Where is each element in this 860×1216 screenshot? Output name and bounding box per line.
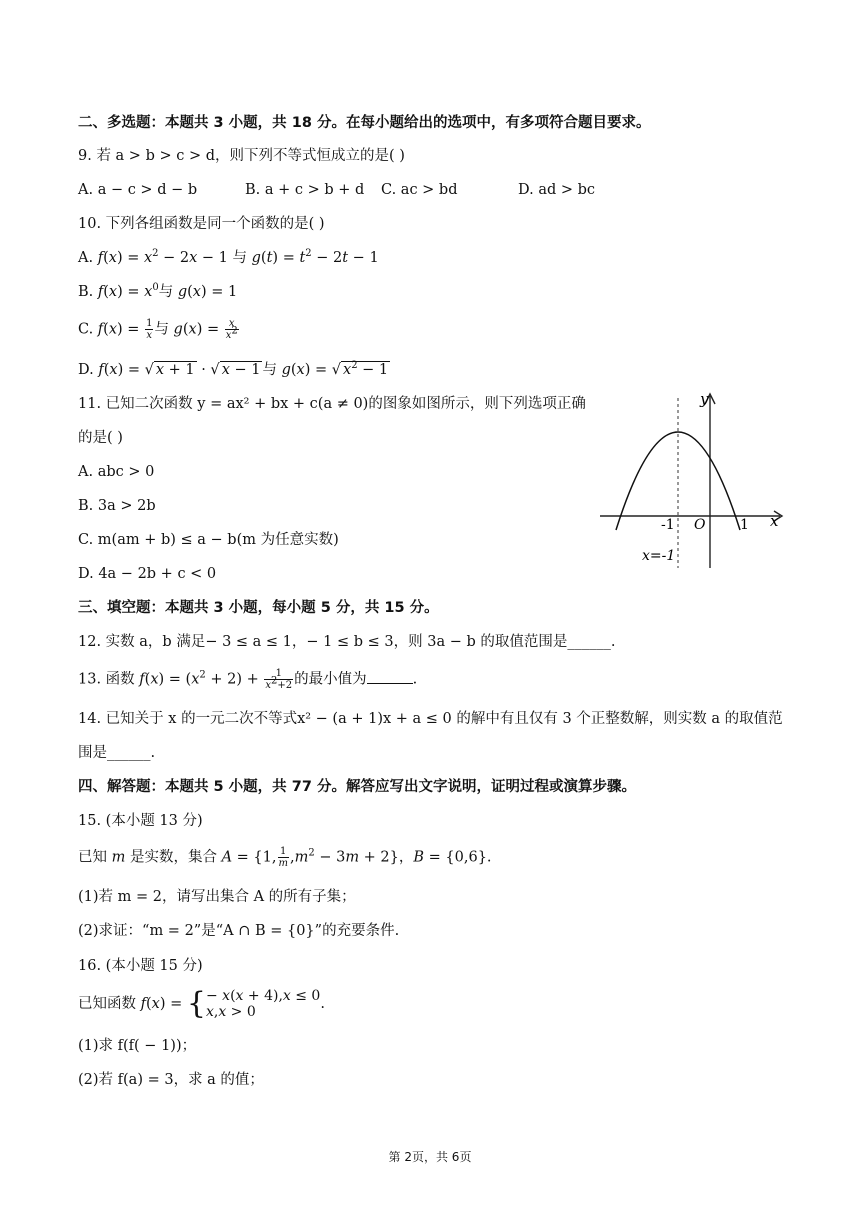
section-heading-fill-in: 三、填空题：本题共 3 小题，每小题 5 分，共 15 分。 [78, 600, 439, 616]
q16-title: 16. (本小题 15 分) [78, 958, 203, 974]
section-heading-multiple-choice: 二、多选题：本题共 3 小题，共 18 分。在每小题给出的选项中，有多项符合题目要求。 [78, 115, 651, 131]
q9-option-d: D. ad > bc [518, 182, 596, 198]
q12-stem: 12. 实数 a，b 满足− 3 ≤ a ≤ 1，− 1 ≤ b ≤ 3，则 3a − b 的取值范围是______. [78, 634, 616, 650]
q11-stem-line1: 11. 已知二次函数 y = ax² + bx + c(a ≠ 0)的图象如图所示，则下列选项正确 [78, 396, 586, 412]
q14-stem-line2: 围是______. [78, 745, 156, 761]
q13-stem: 13. 函数 $f(x) = (x^2 + 2)$ + $\frac{1}{x^2+2}$ 的最小值为 . [78, 668, 418, 691]
section-heading-solutions: 四、解答题：本题共 5 小题，共 77 分。解答应写出文字说明，证明过程或演算步骤。 [78, 779, 636, 795]
q11-option-a: A. abc > 0 [78, 464, 155, 480]
parabola-graph [596, 390, 786, 572]
q10-option-a: A. $f(x) = x^2 - 2x - 1$ 与 $g(t) = t^2 - 2t - 1$ [78, 248, 379, 266]
q10-stem: 10. 下列各组函数是同一个函数的是( ) [78, 216, 325, 232]
q15-part1: (1)若 m = 2，请写出集合 A 的所有子集； [78, 889, 356, 905]
q9-option-c: C. ac > bd [381, 182, 458, 198]
q10-option-b: B. $f(x) = x^0$与 g(x) = 1 [78, 282, 238, 300]
q16-part2: (2)若 f(a) = 3，求 a 的值； [78, 1072, 264, 1088]
q15-stem: 已知 m 是实数，集合 A = {1, $\frac{1}{m}$ $,m^2 - 3m + 2$}，B = {0,6}. [78, 846, 492, 869]
origin-label: O [694, 517, 706, 533]
q11-option-c: C. m(am + b) ≤ a − b(m 为任意实数) [78, 532, 339, 548]
q16-part1: (1)求 f(f( − 1))； [78, 1038, 197, 1054]
x-axis-label: x [770, 512, 779, 530]
y-axis-label: y [700, 390, 709, 408]
q10-option-c: C. f(x) = $\frac{1}{x}$ 与 g(x) = $\frac{x}{x^2}$ [78, 318, 238, 341]
q9-options [78, 180, 778, 200]
q14-stem-line1: 14. 已知关于 x 的一元二次不等式x² − (a + 1)x + a ≤ 0 的解中有且仅有 3 个正整数解，则实数 a 的取值范 [78, 711, 783, 727]
q11-option-d: D. 4a − 2b + c < 0 [78, 566, 217, 582]
q9-option-b: B. a + c > b + d [245, 182, 365, 198]
tick-label-one: 1 [740, 517, 749, 533]
symmetry-axis-label: x=-1 [642, 548, 676, 564]
q15-part2: (2)求证：“m = 2”是“A ∩ B = {0}”的充要条件. [78, 923, 400, 939]
q11-option-b: B. 3a > 2b [78, 498, 156, 514]
q9-stem: 9. 若 a > b > c > d，则下列不等式恒成立的是( ) [78, 148, 405, 164]
tick-label-neg-one: -1 [661, 517, 675, 533]
q9-option-a: A. a − c > d − b [78, 182, 198, 198]
q11-stem-line2: 的是( ) [78, 430, 123, 446]
q15-title: 15. (本小题 13 分) [78, 813, 203, 829]
q16-stem: 已知函数 f(x) = { − x(x + 4),x ≤ 0 x,x > 0 . [78, 986, 325, 1021]
q10-option-d: D. f(x) = √ x + 1 · √ x − 1 与 g(x) = √ $x^2 - 1$ [78, 360, 389, 378]
page-footer: 第 2页，共 6页 [388, 1150, 472, 1164]
